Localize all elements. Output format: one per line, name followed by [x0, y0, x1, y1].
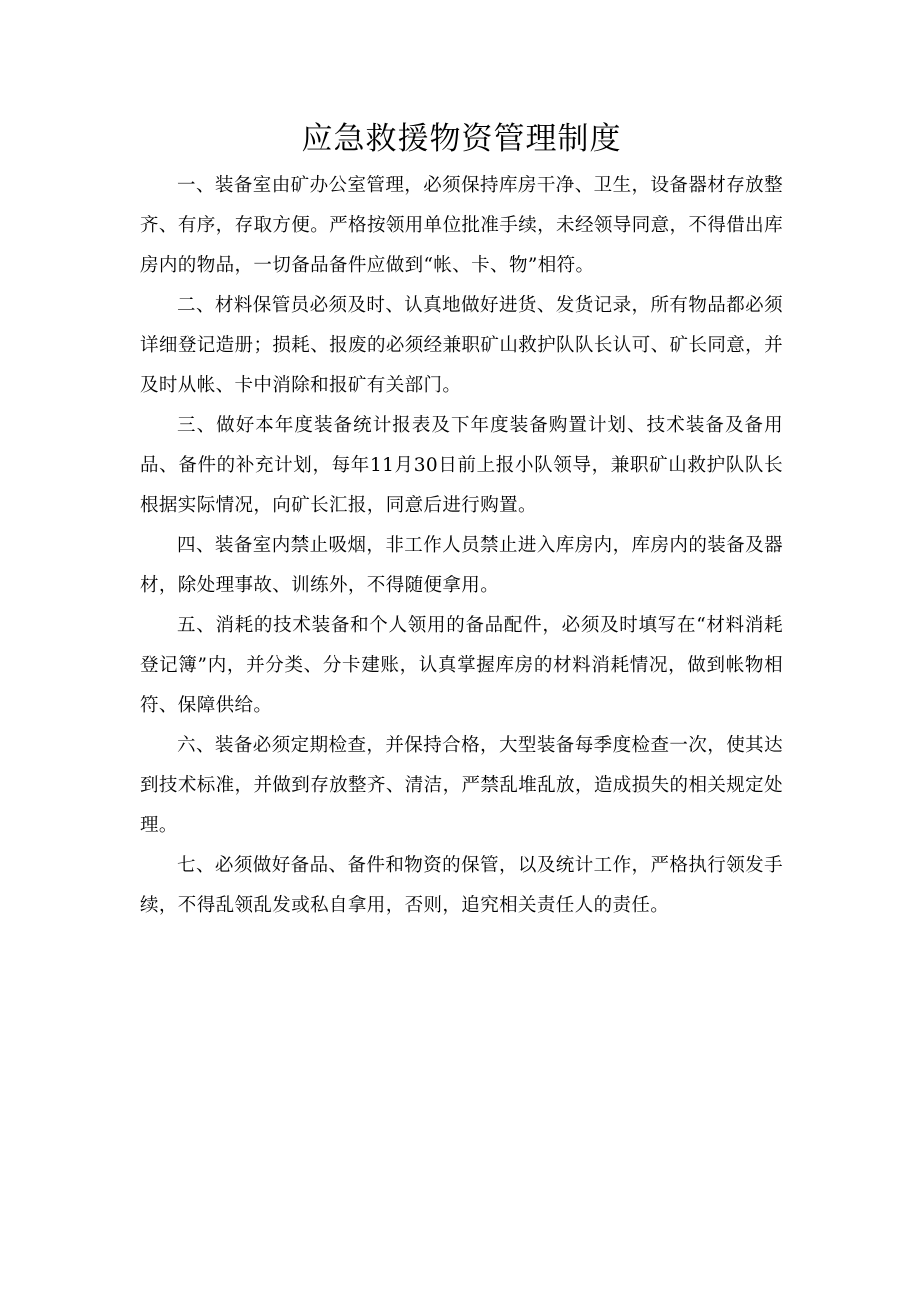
paragraph-5: 五、消耗的技术装备和个人领用的备品配件，必须及时填写在“材料消耗登记簿”内，并分类、分卡建账，认真掌握库房的材料消耗情况，做到帐物相符、保障供给。 — [140, 615, 783, 716]
paragraph-7: 七、必须做好备品、备件和物资的保管，以及统计工作，严格执行领发手续，不得乱领乱发或私自拿用，否则，追究相关责任人的责任。 — [140, 855, 783, 916]
document-body — [140, 166, 783, 926]
document-title: 应急救援物资管理制度 — [301, 121, 622, 157]
paragraph-3: 三、做好本年度装备统计报表及下年度装备购置计划、技术装备及备用品、备件的补充计划，每年11月30日前上报小队领导，兼职矿山救护队队长根据实际情况，向矿长汇报，同意后进行购置。 — [140, 415, 783, 516]
paragraph-4: 四、装备室内禁止吸烟，非工作人员禁止进入库房内，库房内的装备及器材，除处理事故、训练外，不得随便拿用。 — [140, 535, 783, 596]
paragraph-2: 二、材料保管员必须及时、认真地做好进货、发货记录，所有物品都必须详细登记造册；损耗、报废的必须经兼职矿山救护队队长认可、矿长同意，并及时从帐、卡中消除和报矿有关部门。 — [140, 295, 783, 396]
paragraph-1: 一、装备室由矿办公室管理，必须保持库房干净、卫生，设备器材存放整齐、有序，存取方便。严格按领用单位批准手续，未经领导同意，不得借出库房内的物品，一切备品备件应做到“帐、卡、物”相符。 — [140, 175, 783, 276]
paragraph-6: 六、装备必须定期检查，并保持合格，大型装备每季度检查一次，使其达到技术标准，并做到存放整齐、清洁，严禁乱堆乱放，造成损失的相关规定处理。 — [140, 735, 783, 836]
